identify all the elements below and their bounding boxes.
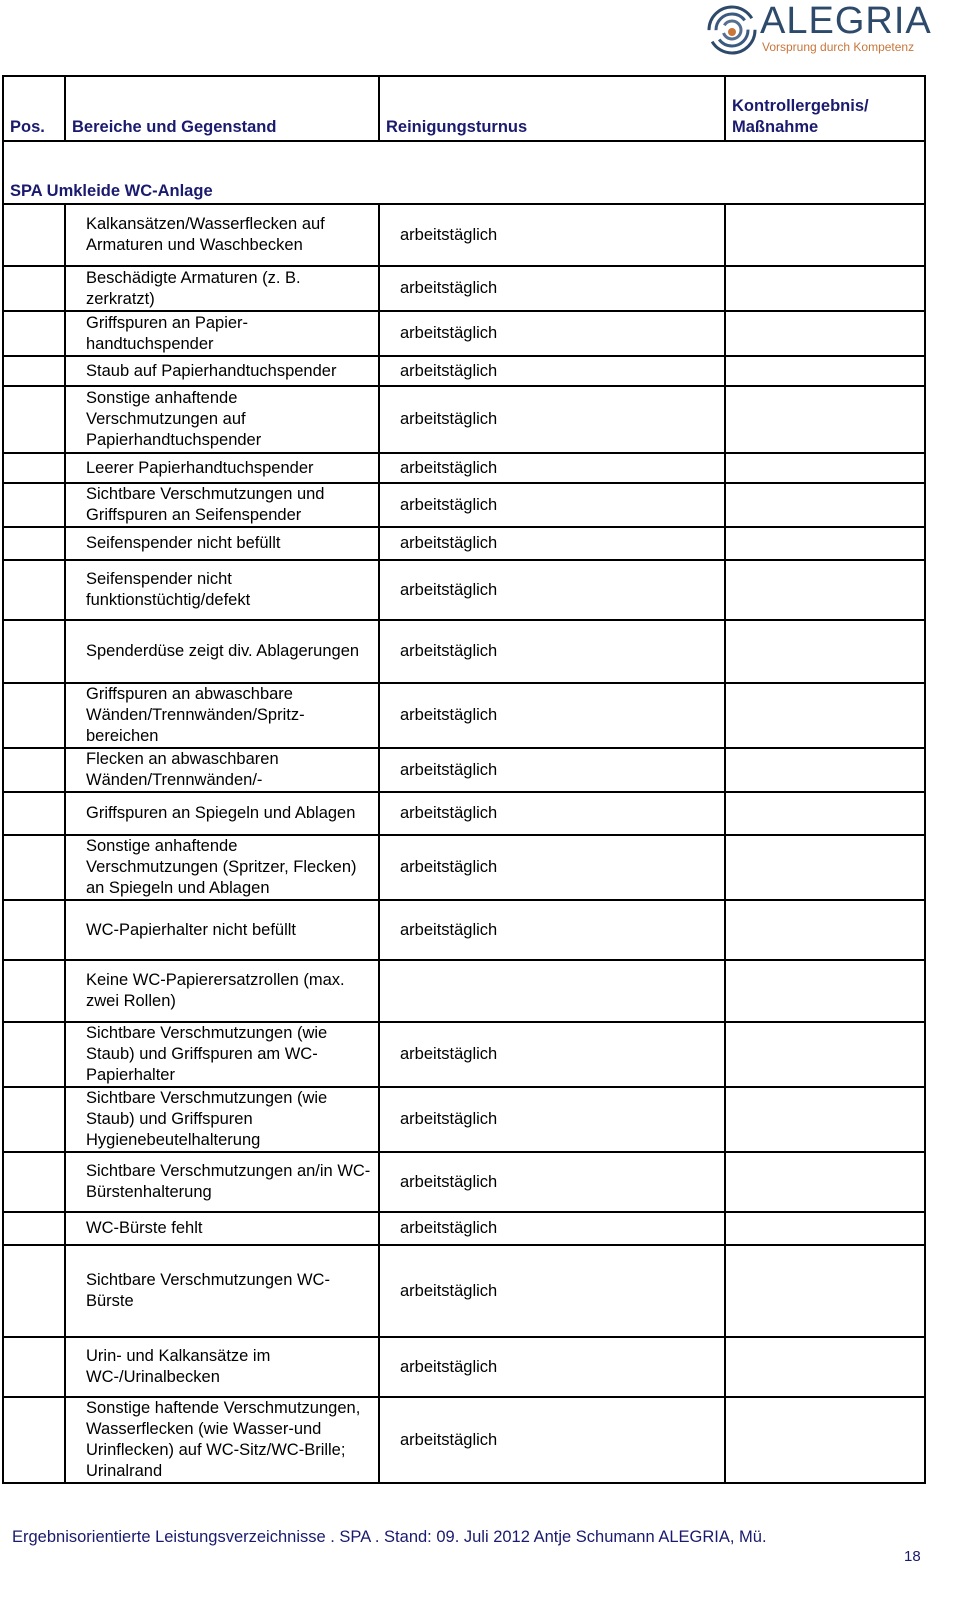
pos-cell — [3, 683, 65, 748]
item-cell: Sichtbare Verschmutzungen (wie Staub) und Griffspuren am WC-Papierhalter — [65, 1022, 379, 1087]
interval-cell: arbeitstäglich — [379, 835, 725, 900]
result-cell[interactable] — [725, 1397, 925, 1483]
item-cell: Sichtbare Verschmutzungen und Griffspuren an Seifenspender — [65, 483, 379, 527]
interval-cell: arbeitstäglich — [379, 527, 725, 560]
item-cell: Spenderdüse zeigt div. Ablagerungen — [65, 620, 379, 683]
item-cell: Beschädigte Armaturen (z. B. zerkratzt) — [65, 266, 379, 311]
interval-cell: arbeitstäglich — [379, 560, 725, 620]
item-cell: WC-Papierhalter nicht befüllt — [65, 900, 379, 960]
pos-cell — [3, 453, 65, 483]
interval-cell: arbeitstäglich — [379, 1022, 725, 1087]
result-cell[interactable] — [725, 356, 925, 386]
footer-text: Ergebnisorientierte Leistungsverzeichnisse . SPA . Stand: 09. Juli 2012 Antje Schumann ALEGRIA, Mü. — [12, 1528, 767, 1546]
header-interval: Reinigungsturnus — [379, 76, 725, 141]
result-cell[interactable] — [725, 1152, 925, 1212]
item-cell: Seifenspender nicht funktionstüchtig/defekt — [65, 560, 379, 620]
item-cell: Sichtbare Verschmutzungen an/in WC-Bürstenhalterung — [65, 1152, 379, 1212]
item-cell: Griffspuren an Papier-handtuchspender — [65, 311, 379, 356]
result-cell[interactable] — [725, 560, 925, 620]
interval-cell: arbeitstäglich — [379, 792, 725, 835]
result-cell[interactable] — [725, 1337, 925, 1397]
result-cell[interactable] — [725, 835, 925, 900]
result-cell[interactable] — [725, 683, 925, 748]
result-cell[interactable] — [725, 620, 925, 683]
interval-cell: arbeitstäglich — [379, 1337, 725, 1397]
pos-cell — [3, 960, 65, 1022]
result-cell[interactable] — [725, 1212, 925, 1245]
logo-name: ALEGRIA — [760, 0, 932, 42]
item-cell: Griffspuren an abwaschbare Wänden/Trennwänden/Spritz-bereichen — [65, 683, 379, 748]
spiral-icon — [706, 4, 758, 56]
item-cell: Urin- und Kalkansätze im WC-/Urinalbecken — [65, 1337, 379, 1397]
pos-cell — [3, 204, 65, 266]
pos-cell — [3, 835, 65, 900]
cleaning-table — [2, 75, 926, 1484]
interval-cell: arbeitstäglich — [379, 900, 725, 960]
pos-cell — [3, 900, 65, 960]
item-cell: Sonstige anhaftende Verschmutzungen auf Papierhandtuchspender — [65, 386, 379, 453]
result-cell[interactable] — [725, 1245, 925, 1337]
pos-cell — [3, 1087, 65, 1152]
interval-cell: arbeitstäglich — [379, 204, 725, 266]
result-cell[interactable] — [725, 204, 925, 266]
table-row — [3, 1022, 925, 1087]
pos-cell — [3, 1022, 65, 1087]
table-row — [3, 683, 925, 748]
item-cell: WC-Bürste fehlt — [65, 1212, 379, 1245]
interval-cell: arbeitstäglich — [379, 386, 725, 453]
item-cell: Kalkansätzen/Wasserflecken auf Armaturen und Waschbecken — [65, 204, 379, 266]
result-cell[interactable] — [725, 1022, 925, 1087]
item-cell: Leerer Papierhandtuchspender — [65, 453, 379, 483]
table-row — [3, 483, 925, 527]
logo-tagline: Vorsprung durch Kompetenz — [762, 40, 915, 54]
header-result: Kontrollergebnis/ Maßnahme — [725, 76, 925, 141]
item-cell: Sonstige haftende Verschmutzungen, Wasserflecken (wie Wasser-und Urinflecken) auf WC-Sitz/WC-Brille; Urinalrand — [65, 1397, 379, 1483]
interval-cell: arbeitstäglich — [379, 1087, 725, 1152]
interval-cell: arbeitstäglich — [379, 1152, 725, 1212]
pos-cell — [3, 1397, 65, 1483]
table-row — [3, 1245, 925, 1337]
table-row — [3, 1212, 925, 1245]
table-row — [3, 1087, 925, 1152]
table-row — [3, 1397, 925, 1483]
result-cell[interactable] — [725, 311, 925, 356]
result-cell[interactable] — [725, 527, 925, 560]
pos-cell — [3, 1337, 65, 1397]
table-row — [3, 356, 925, 386]
item-cell: Sichtbare Verschmutzungen WC-Bürste — [65, 1245, 379, 1337]
pos-cell — [3, 527, 65, 560]
table-row — [3, 792, 925, 835]
interval-cell: arbeitstäglich — [379, 1397, 725, 1483]
interval-cell: arbeitstäglich — [379, 266, 725, 311]
result-cell[interactable] — [725, 960, 925, 1022]
header-pos: Pos. — [3, 76, 65, 141]
pos-cell — [3, 311, 65, 356]
pos-cell — [3, 620, 65, 683]
interval-cell: arbeitstäglich — [379, 483, 725, 527]
table-row — [3, 748, 925, 792]
interval-cell: arbeitstäglich — [379, 683, 725, 748]
pos-cell — [3, 356, 65, 386]
pos-cell — [3, 386, 65, 453]
result-cell[interactable] — [725, 1087, 925, 1152]
result-cell[interactable] — [725, 748, 925, 792]
table-row — [3, 835, 925, 900]
item-cell: Staub auf Papierhandtuchspender — [65, 356, 379, 386]
pos-cell — [3, 792, 65, 835]
alegria-logo — [706, 2, 930, 60]
page-number: 18 — [904, 1548, 921, 1565]
table-row — [3, 1152, 925, 1212]
interval-cell: arbeitstäglich — [379, 311, 725, 356]
table-row — [3, 527, 925, 560]
result-cell[interactable] — [725, 900, 925, 960]
table-row — [3, 1337, 925, 1397]
interval-cell: arbeitstäglich — [379, 620, 725, 683]
table-row — [3, 560, 925, 620]
interval-cell: arbeitstäglich — [379, 748, 725, 792]
pos-cell — [3, 1152, 65, 1212]
table-row — [3, 204, 925, 266]
pos-cell — [3, 1212, 65, 1245]
interval-cell: arbeitstäglich — [379, 356, 725, 386]
result-cell[interactable] — [725, 453, 925, 483]
result-cell[interactable] — [725, 386, 925, 453]
item-cell: Sonstige anhaftende Verschmutzungen (Spritzer, Flecken) an Spiegeln und Ablagen — [65, 835, 379, 900]
table-row — [3, 311, 925, 356]
header-area: Bereiche und Gegenstand — [65, 76, 379, 141]
table-header — [3, 76, 925, 141]
table-row — [3, 620, 925, 683]
interval-cell: arbeitstäglich — [379, 453, 725, 483]
pos-cell — [3, 748, 65, 792]
interval-cell: arbeitstäglich — [379, 1212, 725, 1245]
interval-cell: arbeitstäglich — [379, 1245, 725, 1337]
result-cell[interactable] — [725, 483, 925, 527]
result-cell[interactable] — [725, 266, 925, 311]
section-title: SPA Umkleide WC-Anlage — [3, 141, 925, 204]
item-cell: Flecken an abwaschbaren Wänden/Trennwänden/- — [65, 748, 379, 792]
item-cell: Sichtbare Verschmutzungen (wie Staub) und Griffspuren Hygienebeutelhalterung — [65, 1087, 379, 1152]
item-cell: Griffspuren an Spiegeln und Ablagen — [65, 792, 379, 835]
pos-cell — [3, 266, 65, 311]
item-cell: Seifenspender nicht befüllt — [65, 527, 379, 560]
item-cell: Keine WC-Papierersatzrollen (max. zwei Rollen) — [65, 960, 379, 1022]
table-row — [3, 960, 925, 1022]
pos-cell — [3, 560, 65, 620]
pos-cell — [3, 483, 65, 527]
pos-cell — [3, 1245, 65, 1337]
interval-cell — [379, 960, 725, 1022]
table-row — [3, 386, 925, 453]
result-cell[interactable] — [725, 792, 925, 835]
table-row — [3, 266, 925, 311]
table-row — [3, 900, 925, 960]
table-row — [3, 453, 925, 483]
